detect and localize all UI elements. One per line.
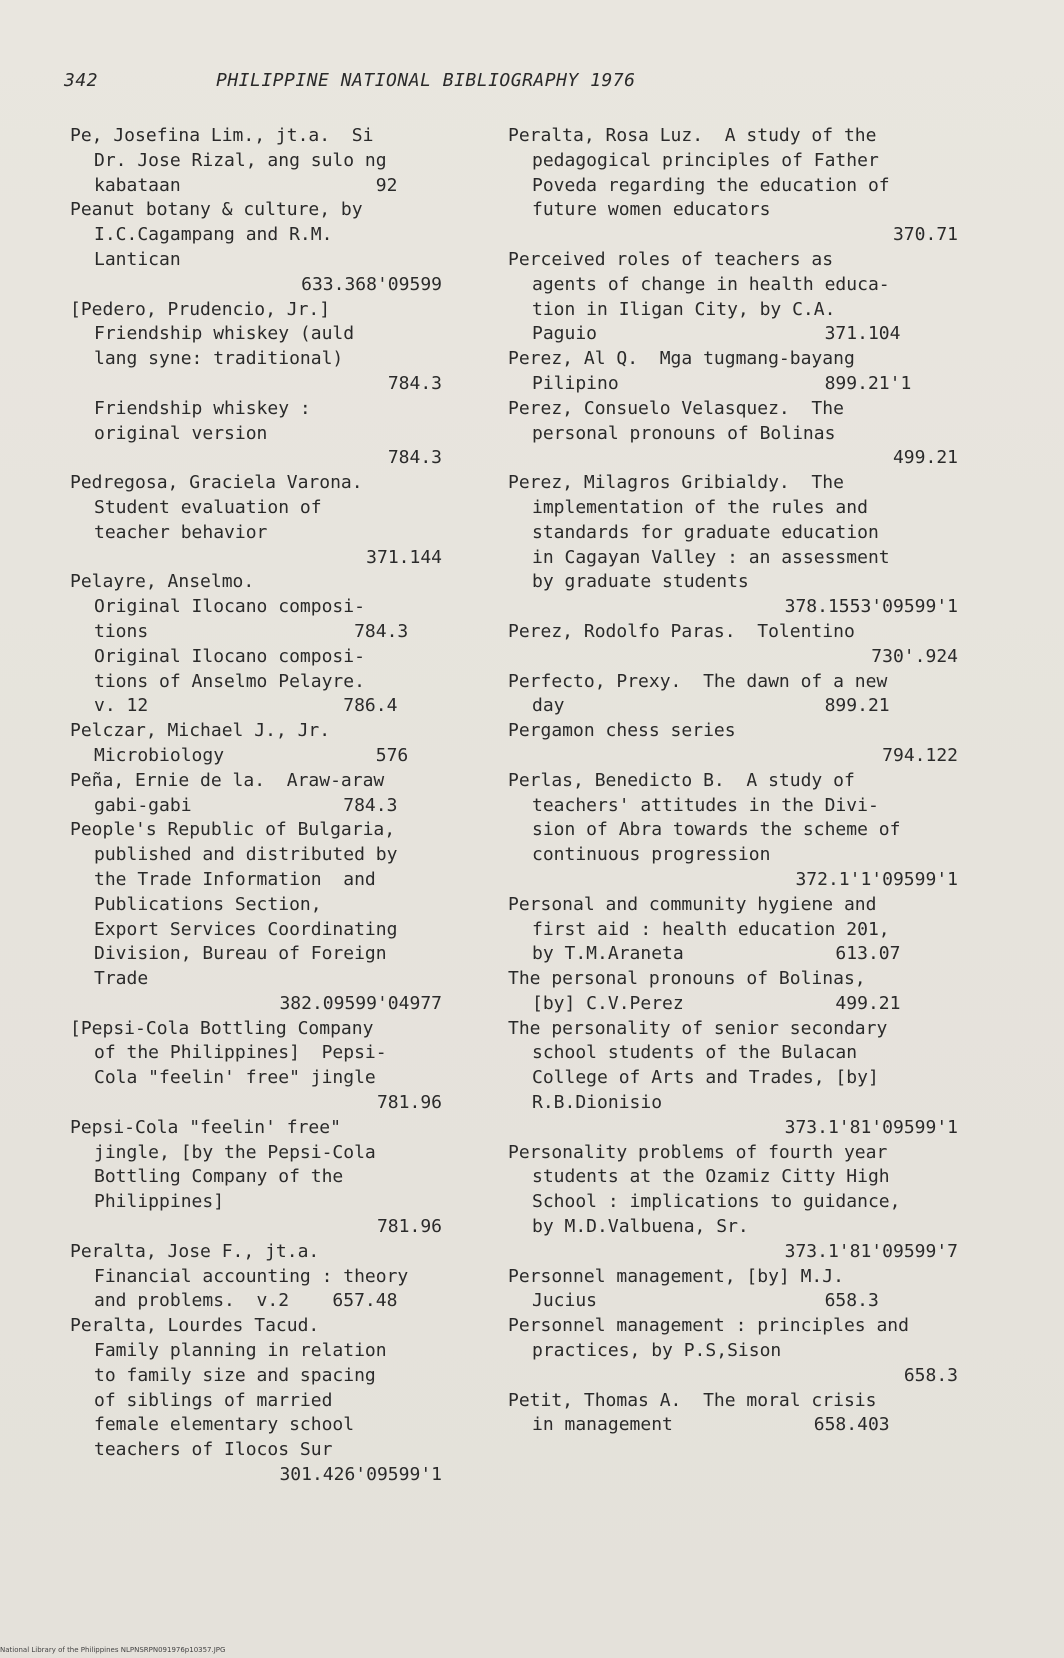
entry-line: Friendship whiskey (auld [94,323,355,345]
entry-line: Export Services Coordinating [94,918,398,940]
bibliography-entry [70,719,442,769]
entry-line: Perceived roles of teachers as [508,248,834,270]
call-number: 378.1553'09599'1 [784,596,958,618]
bibliography-entry [508,1017,958,1141]
entry-line: sion of Abra towards the scheme of [532,819,901,841]
entry-line: The personality of senior secondary [508,1017,888,1039]
bibliography-entry [508,719,958,769]
entry-line: People's Republic of Bulgaria, [70,819,396,841]
entry-line: Bottling Company of the [94,1166,344,1188]
call-number: 784.3 [387,447,442,469]
bibliography-entry [70,397,442,471]
entry-line: Financial accounting : theory [94,1265,409,1287]
entry-line: Cola "feelin' free" jingle [94,1067,376,1089]
entry-line: Peanut botany & culture, by [70,199,363,221]
entry-line: Student evaluation of [94,496,322,518]
entry-line: by T.M.Araneta 613.07 [532,943,901,965]
entry-line: [by] C.V.Perez 499.21 [532,992,901,1014]
call-number: 382.09599'04977 [279,992,442,1014]
bibliography-entry [508,967,958,1017]
call-number: 301.426'09599'1 [279,1464,442,1486]
bibliography-entry [70,1314,442,1488]
entry-line: future women educators [532,199,771,221]
entry-line: School : implications to guidance, [532,1191,901,1213]
bibliography-entry [508,248,958,347]
entry-line: Pepsi-Cola "feelin' free" [70,1116,341,1138]
entry-line: [Pedero, Prudencio, Jr.] [70,298,331,320]
entry-line: tions of Anselmo Pelayre. [94,670,365,692]
entry-line: gabi-gabi 784.3 [94,794,398,816]
entry-line: Jucius 658.3 [532,1290,879,1312]
entry-line: Pedregosa, Graciela Varona. [70,472,363,494]
entry-line: tions 784.3 [94,620,409,642]
page-title: PHILIPPINE NATIONAL BIBLIOGRAPHY 1976 [216,70,636,91]
entry-line: agents of change in health educa- [532,273,890,295]
entry-line: v. 12 786.4 [94,695,398,717]
call-number: 372.1'1'09599'1 [795,868,958,890]
bibliography-entry [70,1017,442,1116]
entry-line: Personnel management, [by] M.J. [508,1265,844,1287]
entry-line: Petit, Thomas A. The moral crisis [508,1389,877,1411]
entry-line: R.B.Dionisio [532,1092,663,1114]
entry-line: Pelczar, Michael J., Jr. [70,720,331,742]
bibliography-entry [508,1141,958,1265]
bibliography-entry [508,1314,958,1388]
call-number: 781.96 [376,1092,442,1114]
entry-line: of the Philippines] Pepsi- [94,1042,387,1064]
entry-line: Pergamon chess series [508,720,736,742]
entry-line: Pilipino 899.21'1 [532,372,912,394]
bibliography-entry [70,570,442,719]
call-number: 373.1'81'09599'7 [784,1240,958,1262]
entry-line: published and distributed by [94,844,398,866]
bibliography-entry [508,893,958,967]
entry-line: Pe, Josefina Lim., jt.a. Si [70,125,374,146]
entry-line: Division, Bureau of Foreign [94,943,387,965]
entry-line: Perez, Consuelo Velasquez. The [508,397,844,419]
entry-line: standards for graduate education [532,521,879,543]
bibliography-entry [508,347,958,397]
entry-line: practices, by P.S,Sison [532,1340,782,1362]
entry-line: female elementary school [94,1414,355,1436]
bibliography-entry [70,198,442,297]
entry-line: jingle, [by the Pepsi-Cola [94,1141,376,1163]
call-number: 781.96 [376,1216,442,1238]
entry-line: original version [94,422,268,444]
call-number: 371.144 [366,546,442,568]
entry-line: lang syne: traditional) [94,348,344,370]
bibliography-entry [70,1116,442,1240]
entry-line: Peralta, Lourdes Tacud. [70,1315,320,1337]
entry-line: of siblings of married [94,1389,333,1411]
bibliography-entry [70,769,442,819]
entry-line: Perlas, Benedicto B. A study of [508,769,855,791]
entry-line: Family planning in relation [94,1340,387,1362]
entry-line: and problems. v.2 657.48 [94,1290,398,1312]
entry-line: Trade [94,968,149,990]
entry-line: The personal pronouns of Bolinas, [508,968,866,990]
entry-line: pedagogical principles of Father [532,149,879,171]
call-number: 730'.924 [871,645,958,667]
entry-line: students at the Ozamiz Citty High [532,1166,890,1188]
bibliography-entry [70,1240,442,1314]
bibliography-entry [508,620,958,670]
call-number: 784.3 [387,372,442,394]
entry-line: implementation of the rules and [532,496,868,518]
entry-line: teachers' attitudes in the Divi- [532,794,879,816]
entry-line: Publications Section, [94,893,322,915]
scan-footer: National Library of the Philippines NLPNSRPN091976p10357.JPG [0,1646,226,1654]
entry-line: Original Ilocano composi- [94,645,365,667]
bibliography-entry [508,769,958,893]
bleed-through-text [700,72,1064,92]
entry-line: Personal and community hygiene and [508,893,877,915]
bibliography-entry [70,818,442,1016]
entry-line: College of Arts and Trades, [by] [532,1067,879,1089]
entry-line: teacher behavior [94,521,268,543]
entry-line: in Cagayan Valley : an assessment [532,546,890,568]
entry-line: [Pepsi-Cola Bottling Company [70,1017,374,1039]
page-number: 342 [64,70,99,91]
entry-line: Peña, Ernie de la. Araw-araw [70,769,385,791]
entry-line: Paguio 371.104 [532,323,901,345]
call-number: 794.122 [882,744,958,766]
entry-line: Peralta, Jose F., jt.a. [70,1240,320,1262]
call-number: 373.1'81'09599'1 [784,1116,958,1138]
entry-line: tion in Iligan City, by C.A. [532,298,836,320]
bibliography-entry [508,1389,958,1439]
bibliography-entry [508,670,958,720]
entry-line: Perez, Milagros Gribialdy. The [508,472,844,494]
entry-line: Friendship whiskey : [94,397,311,419]
entry-line: Dr. Jose Rizal, ang sulo ng [94,149,387,171]
bibliography-entry [70,471,442,570]
bibliography-entry [508,1265,958,1315]
bibliography-entry [508,471,958,620]
entry-line: Perfecto, Prexy. The dawn of a new [508,670,888,692]
entry-line: continuous progression [532,844,771,866]
entry-line: first aid : health education 201, [532,918,890,940]
entry-line: Lantican [94,248,181,270]
call-number: 658.3 [903,1364,958,1386]
call-number: 370.71 [892,224,958,246]
entry-line: Philippines] [94,1191,225,1213]
entry-line: by graduate students [532,571,749,593]
entry-line: in management 658.403 [532,1414,890,1436]
right-column [508,124,958,1438]
bibliography-entry [508,397,958,471]
entry-line: Original Ilocano composi- [94,596,365,618]
entry-line: Perez, Rodolfo Paras. Tolentino [508,620,855,642]
call-number: 633.368'09599 [301,273,442,295]
entry-line: Personality problems of fourth year [508,1141,888,1163]
entry-line: Poveda regarding the education of [532,174,890,196]
entry-line: kabataan 92 [94,174,398,196]
left-column [70,124,442,1488]
call-number: 499.21 [892,447,958,469]
entry-line: Personnel management : principles and [508,1315,909,1337]
bibliography-entry [70,298,442,397]
entry-line: personal pronouns of Bolinas [532,422,836,444]
entry-line: school students of the Bulacan [532,1042,858,1064]
entry-line: the Trade Information and [94,868,376,890]
bibliography-entry [70,124,442,198]
bibliography-entry [508,124,958,248]
entry-line: by M.D.Valbuena, Sr. [532,1216,749,1238]
entry-line: Pelayre, Anselmo. [70,571,255,593]
entry-line: I.C.Cagampang and R.M. [94,224,333,246]
entry-line: Microbiology 576 [94,744,409,766]
entry-line: Perez, Al Q. Mga tugmang-bayang [508,348,855,370]
entry-line: day 899.21 [532,695,890,717]
entry-line: teachers of Ilocos Sur [94,1439,333,1461]
entry-line: to family size and spacing [94,1364,376,1386]
entry-line: Peralta, Rosa Luz. A study of the [508,125,877,146]
